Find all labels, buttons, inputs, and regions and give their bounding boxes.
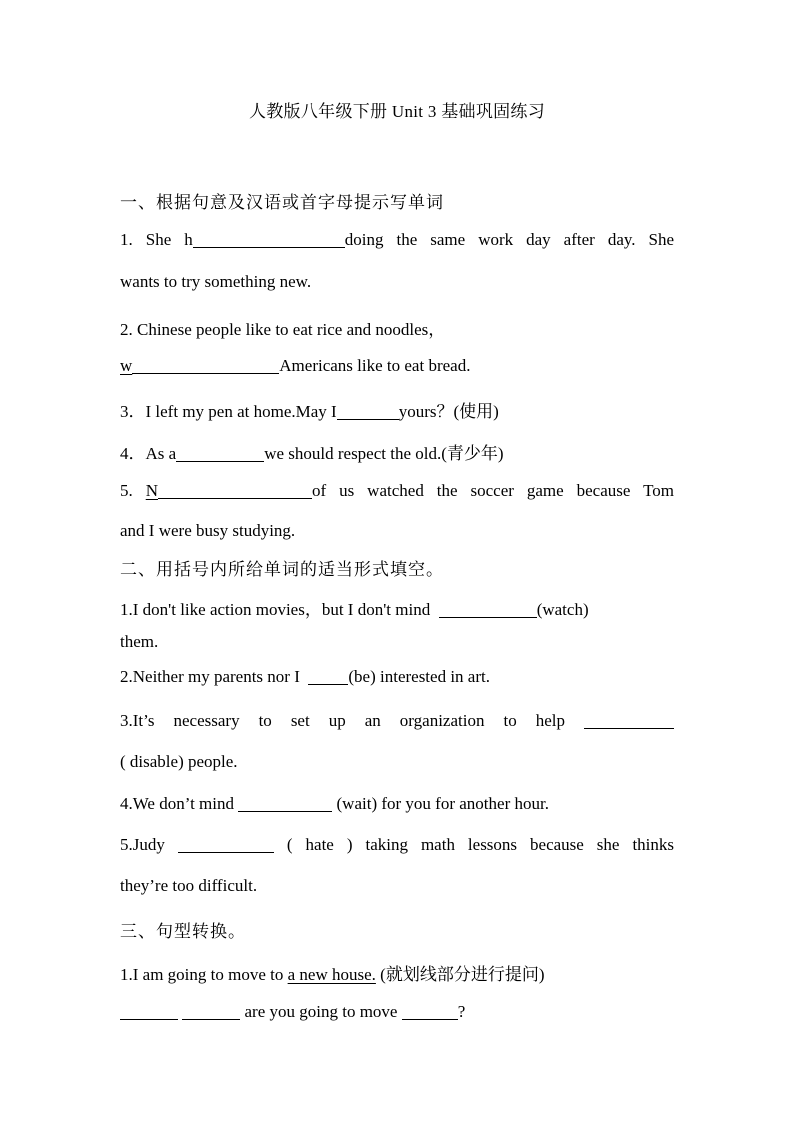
s2-q2-text-b: (be) interested in art. bbox=[348, 667, 490, 686]
s2-q3-line2: ( disable) people. bbox=[120, 752, 238, 771]
s1-q5-initial: N bbox=[145, 481, 158, 500]
s1-q1-line2: wants to try something new. bbox=[120, 272, 312, 291]
s3-q1-text-e: ? bbox=[457, 1002, 466, 1021]
s2-q1-line1 bbox=[120, 595, 674, 620]
s3-q1-underlined: a new house. bbox=[287, 965, 376, 984]
answer-blank[interactable] bbox=[308, 667, 348, 685]
s1-q5-text-c: of us watched the soccer game because Tom bbox=[312, 481, 675, 500]
s2-q5-line1 bbox=[120, 835, 674, 855]
s2-q1-text-a: 1.I don't like action movies，but I don't mind bbox=[120, 600, 431, 619]
answer-blank[interactable] bbox=[182, 1002, 240, 1020]
s2-q5-line2: they’re too difficult. bbox=[120, 876, 258, 895]
answer-blank[interactable] bbox=[402, 1002, 458, 1020]
s1-q1-text-b: doing the same work day after day. She bbox=[344, 230, 675, 249]
answer-blank[interactable] bbox=[238, 794, 332, 812]
s1-q3-text-b: yours？(使用) bbox=[398, 402, 499, 421]
s1-q5-text-a: 5. bbox=[120, 481, 146, 500]
s2-q4-text-a: 4.We don’t mind bbox=[120, 794, 235, 813]
s3-q1-text-a: 1.I am going to move to bbox=[120, 965, 284, 984]
s1-q2-text-c: Americans like to eat bread. bbox=[279, 356, 471, 375]
answer-blank[interactable] bbox=[193, 230, 345, 248]
s2-q4 bbox=[120, 794, 674, 814]
answer-blank[interactable] bbox=[337, 402, 399, 420]
s3-q1-line2 bbox=[120, 1002, 674, 1022]
answer-blank[interactable] bbox=[178, 835, 274, 853]
s1-q2-line1: 2. Chinese people like to eat rice and noodles， bbox=[120, 320, 446, 339]
s1-q5-line2: and I were busy studying. bbox=[120, 521, 296, 540]
page-title: 人教版八年级下册 Unit 3 基础巩固练习 bbox=[248, 102, 546, 121]
answer-blank[interactable] bbox=[584, 711, 674, 729]
s1-q5-line1 bbox=[120, 481, 674, 501]
s1-q2-initial: w bbox=[120, 356, 133, 375]
s3-q1-text-c: (就划线部分进行提问) bbox=[380, 965, 545, 984]
answer-blank[interactable] bbox=[132, 356, 279, 374]
s2-q3-text-a: 3.It’s necessary to set up an organization to help bbox=[120, 711, 565, 730]
s3-q1-line1 bbox=[120, 960, 674, 985]
s1-q4 bbox=[120, 439, 674, 464]
s3-q1-text-d: are you going to move bbox=[244, 1002, 398, 1021]
answer-blank[interactable] bbox=[176, 444, 264, 462]
answer-blank[interactable] bbox=[120, 1002, 178, 1020]
s1-q2-line2 bbox=[120, 356, 674, 376]
answer-blank[interactable] bbox=[439, 600, 537, 618]
answer-blank[interactable] bbox=[158, 481, 312, 499]
s2-q4-text-b: (wait) for you for another hour. bbox=[336, 794, 549, 813]
s2-q1-text-b: (watch) bbox=[536, 600, 589, 619]
s2-q5-text-b: ( hate ) taking math lessons because she thinks bbox=[286, 835, 675, 854]
s2-q2-text-a: 2.Neither my parents nor I bbox=[120, 667, 300, 686]
s1-q1-text-a: 1. She h bbox=[120, 230, 193, 249]
s1-q3 bbox=[120, 397, 674, 422]
s2-q3-line1 bbox=[120, 711, 674, 731]
section-2-heading: 二、用括号内所给单词的适当形式填空。 bbox=[120, 560, 444, 579]
s2-q2 bbox=[120, 667, 674, 687]
s1-q4-text-b: we should respect the old.(青少年) bbox=[264, 444, 504, 463]
s1-q1-line1 bbox=[120, 230, 674, 250]
s2-q5-text-a: 5.Judy bbox=[120, 835, 165, 854]
s1-q4-text-a: 4．As a bbox=[120, 444, 177, 463]
section-1-heading: 一、根据句意及汉语或首字母提示写单词 bbox=[120, 193, 444, 212]
s2-q1-line2: them. bbox=[120, 632, 159, 651]
section-3-heading: 三、句型转换。 bbox=[120, 922, 246, 941]
s1-q3-text-a: 3．I left my pen at home.May I bbox=[120, 402, 337, 421]
